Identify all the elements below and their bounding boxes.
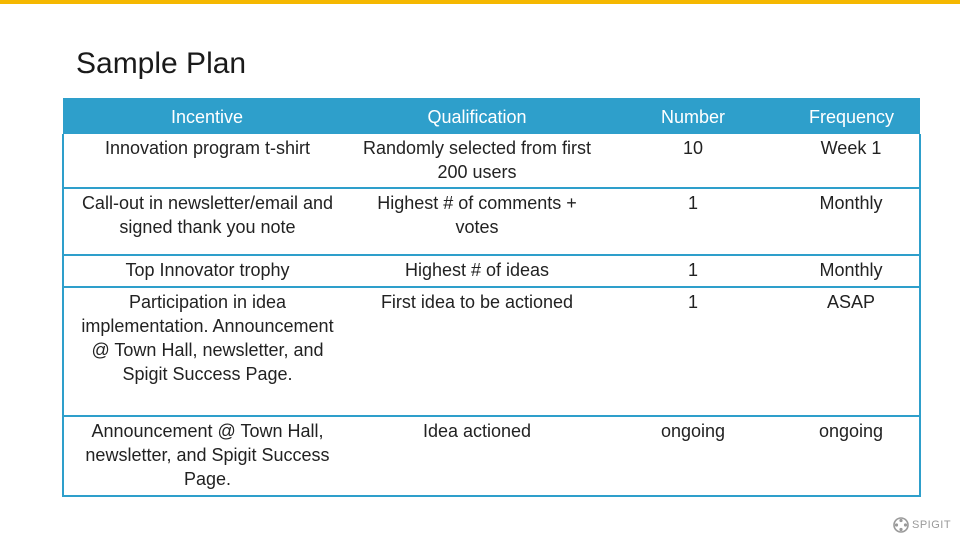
qualification-cell: First idea to be actioned [351,287,603,416]
header-frequency: Frequency [783,98,920,134]
frequency-cell: Week 1 [783,134,920,188]
frequency-cell: Monthly [783,188,920,255]
spigit-logo [893,516,951,534]
frequency-cell: ongoing [783,416,920,496]
incentive-cell: Participation in idea implementation. Announcement @ Town Hall, newsletter, and Spigit Success Page. [63,287,351,416]
table-row [63,134,920,188]
table-row [63,255,920,287]
number-cell: 1 [603,188,783,255]
frequency-cell: Monthly [783,255,920,287]
spigit-logo-text: SPIGIT [912,519,952,531]
spigit-logo-icon [893,517,909,533]
header-qualification: Qualification [351,98,603,134]
table-row [63,416,920,496]
incentive-cell: Announcement @ Town Hall, newsletter, and Spigit Success Page. [63,416,351,496]
table-row [63,287,920,416]
slide-title: Sample Plan [76,47,247,80]
number-cell: 10 [603,134,783,188]
qualification-cell: Highest # of ideas [351,255,603,287]
header-incentive: Incentive [63,98,351,134]
header-number: Number [603,98,783,134]
incentive-cell: Call-out in newsletter/email and signed thank you note [63,188,351,255]
number-cell: ongoing [603,416,783,496]
qualification-cell: Highest # of comments + votes [351,188,603,255]
incentive-cell: Innovation program t-shirt [63,134,351,188]
number-cell: 1 [603,255,783,287]
table-row [63,188,920,255]
top-accent-bar [0,0,960,4]
table-header-row [63,98,920,134]
sample-plan-table [62,98,921,497]
qualification-cell: Idea actioned [351,416,603,496]
incentive-cell: Top Innovator trophy [63,255,351,287]
frequency-cell: ASAP [783,287,920,416]
qualification-cell: Randomly selected from first 200 users [351,134,603,188]
number-cell: 1 [603,287,783,416]
